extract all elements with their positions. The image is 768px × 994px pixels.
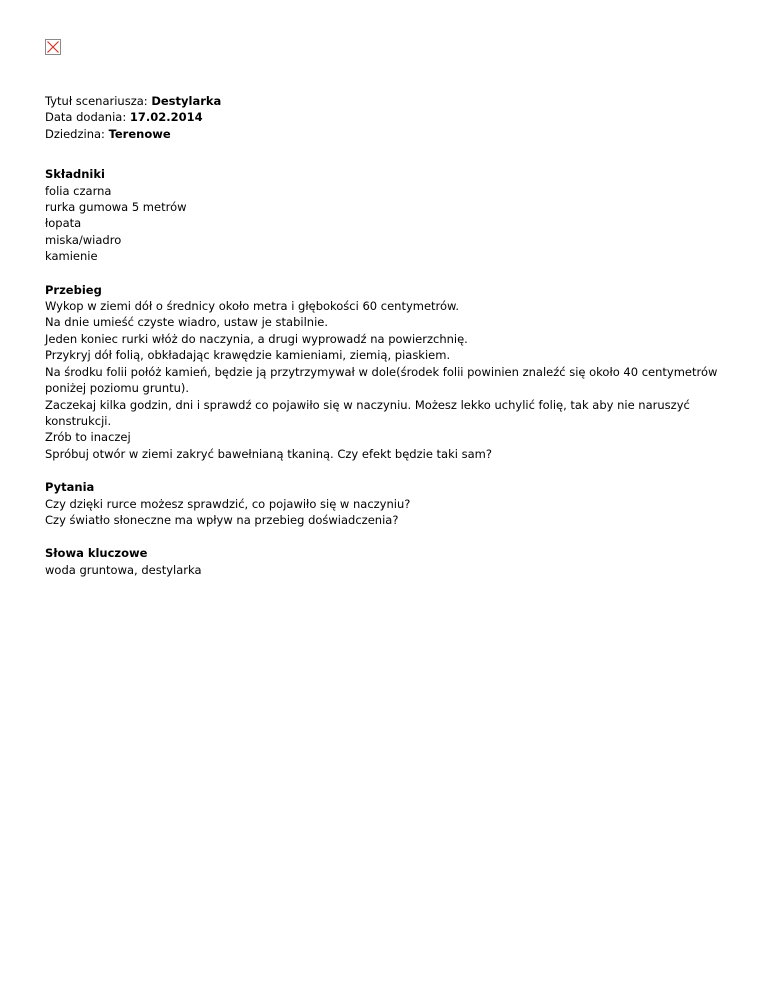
domain-value: Terenowe (108, 126, 171, 141)
keywords-heading: Słowa kluczowe (45, 546, 148, 561)
procedure-step: Na dnie umieść czyste wiadro, ustaw je stabilnie. (45, 315, 328, 330)
ingredients-heading: Składniki (45, 167, 105, 182)
ingredients-section (45, 166, 735, 264)
questions-heading: Pytania (45, 480, 95, 495)
scenario-title-value: Destylarka (151, 94, 222, 108)
procedure-step: Na środku folii połóż kamień, będzie ją przytrzymywał w dole(środek folii powinien znaleźć się około 40 centymetrów poniżej poziomu gruntu). (45, 364, 718, 396)
scenario-title-label: Tytuł scenariusza: (45, 94, 148, 108)
ingredient-item: łopata (45, 216, 82, 231)
date-added-label: Data dodania: (45, 110, 127, 125)
question-item: Czy światło słoneczne ma wpływ na przebieg doświadczenia? (45, 512, 399, 527)
ingredient-item: rurka gumowa 5 metrów (45, 200, 187, 215)
date-added-line (45, 109, 735, 125)
procedure-section (45, 282, 735, 462)
procedure-heading: Przebieg (45, 282, 102, 297)
ingredient-item: kamienie (45, 249, 98, 264)
question-item: Czy dzięki rurce możesz sprawdzić, co pojawiło się w naczyniu? (45, 496, 411, 511)
broken-image-icon (45, 39, 61, 55)
ingredient-item: folia czarna (45, 183, 112, 198)
procedure-step: Jeden koniec rurki włóż do naczynia, a drugi wyprowadź na powierzchnię. (45, 331, 468, 346)
procedure-step: Przykryj dół folią, obkładając krawędzie kamieniami, ziemią, piaskiem. (45, 348, 451, 363)
scenario-metadata (45, 93, 735, 142)
procedure-variant-step: Spróbuj otwór w ziemi zakryć bawełnianą tkaniną. Czy efekt będzie taki sam? (45, 446, 492, 461)
procedure-step: Zaczekaj kilka godzin, dni i sprawdź co pojawiło się w naczyniu. Możesz lekko uchylić folię, tak aby nie naruszyć konstrukcji. (45, 397, 690, 428)
scenario-title-line (45, 93, 735, 109)
domain-line (45, 126, 735, 142)
ingredient-item: miska/wiadro (45, 232, 122, 247)
keywords-text: woda gruntowa, destylarka (45, 562, 202, 577)
date-added-value: 17.02.2014 (129, 110, 203, 125)
domain-label: Dziedzina: (45, 126, 105, 141)
questions-section (45, 479, 735, 528)
scenario-page (45, 39, 735, 578)
procedure-variant-heading: Zrób to inaczej (45, 430, 131, 445)
procedure-step: Wykop w ziemi dół o średnicy około metra i głębokości 60 centymetrów. (45, 299, 460, 314)
keywords-section (45, 545, 735, 578)
